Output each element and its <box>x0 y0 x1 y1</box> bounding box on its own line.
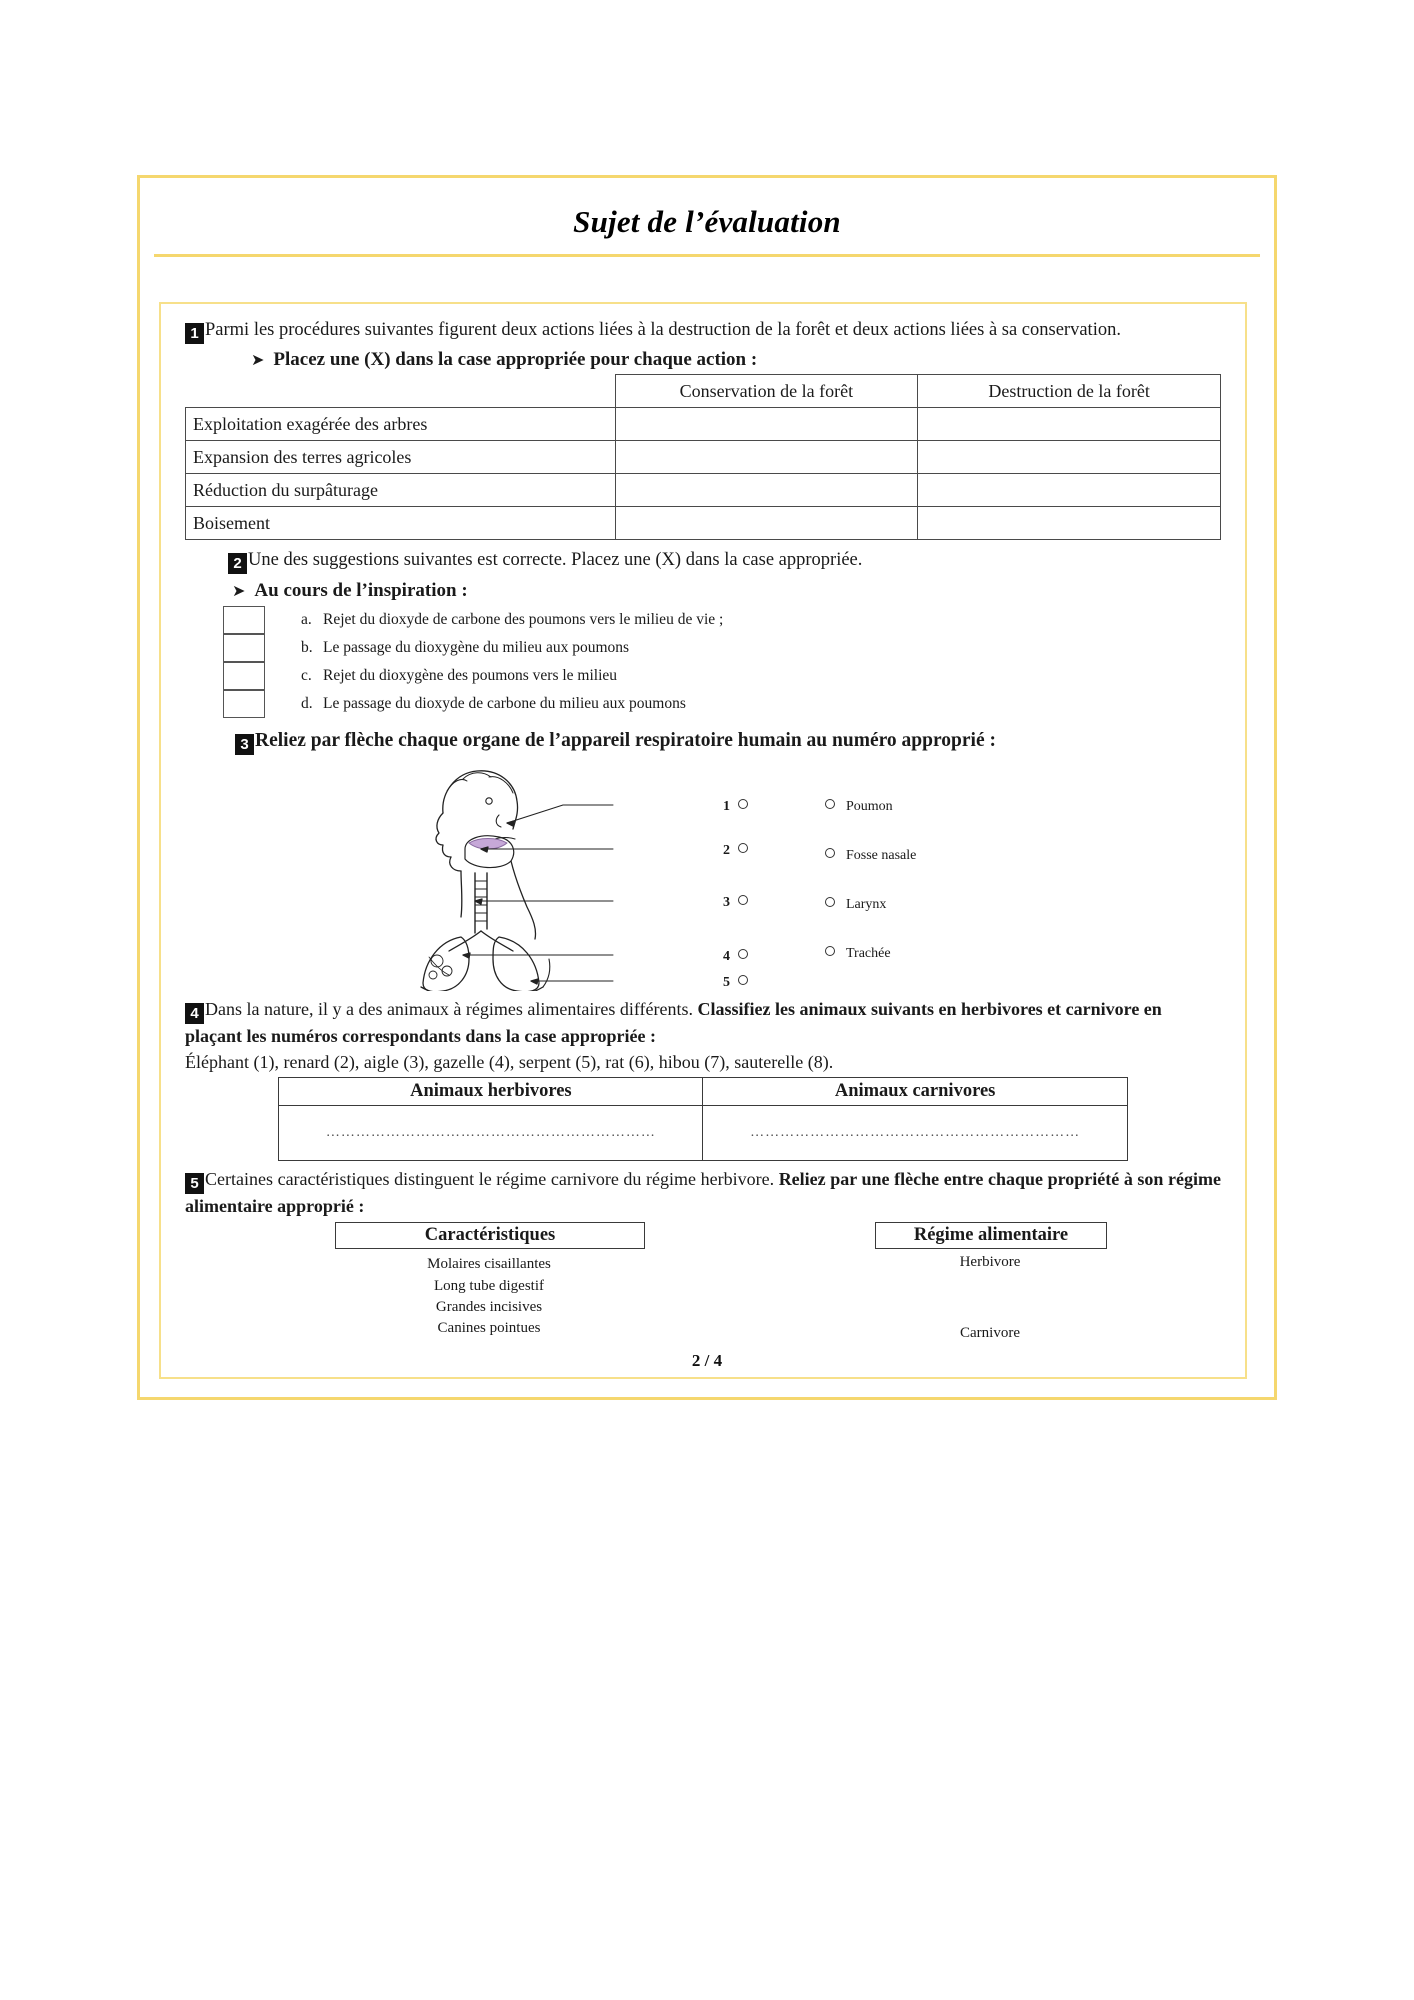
option-row-b <box>223 634 1221 662</box>
question-4-number: 4 <box>185 1003 204 1024</box>
characteristics-list <box>335 1254 643 1339</box>
question-1-instruction <box>251 349 1221 371</box>
question-1-instruction-text: Placez une (X) dans la case appropriée pour chaque action : <box>273 349 758 370</box>
answer-cell-carnivores[interactable]: ………………………………………………………… <box>703 1105 1127 1160</box>
question-3-statement <box>235 728 1221 755</box>
option-text-d: Le passage du dioxyde de carbone du milieu aux poumons <box>323 695 686 712</box>
question-1-text: Parmi les procédures suivantes figurent deux actions liées à la destruction de la forêt et deux actions liées à sa conservation. <box>205 320 1121 340</box>
option-label-b <box>301 639 629 657</box>
question-4-line1 <box>185 999 1162 1046</box>
connector-circle-icon[interactable] <box>825 897 835 907</box>
characteristic-item[interactable]: Grandes incisives <box>435 1299 543 1315</box>
regime-item-carnivore[interactable]: Carnivore <box>960 1325 1020 1342</box>
question-5-text-bold: Reliez par une flèche entre chaque propriété à son régime alimentaire approprié : <box>185 1168 1221 1216</box>
human-respiratory-system-illustration <box>403 761 723 991</box>
table-header-herbivores: Animaux herbivores <box>279 1077 703 1105</box>
diagram-number-3[interactable] <box>723 895 748 911</box>
organ-option-fosse-nasale-label: Fosse nasale <box>846 848 917 863</box>
forest-actions-table <box>185 374 1221 540</box>
organ-option-larynx[interactable] <box>825 897 886 913</box>
question-2-number: 2 <box>228 553 247 574</box>
question-4-statement <box>185 997 1221 1075</box>
diagram-number-4[interactable] <box>723 949 748 965</box>
option-text-c: Rejet du dioxygène des poumons vers le milieu <box>323 667 618 684</box>
table-row <box>186 507 1221 540</box>
table-row <box>186 441 1221 474</box>
connector-circle-icon[interactable] <box>825 799 835 809</box>
title-divider <box>154 254 1260 257</box>
organ-option-trachee-label: Trachée <box>846 946 891 961</box>
table-header-carnivores: Animaux carnivores <box>703 1077 1127 1105</box>
connector-circle-icon[interactable] <box>738 949 748 959</box>
table-header-conservation: Conservation de la forêt <box>615 375 918 408</box>
organ-option-poumon-label: Poumon <box>846 799 893 814</box>
exam-page <box>137 175 1277 1400</box>
question-2-text: Une des suggestions suivantes est correcte. Placez une (X) dans la case appropriée. <box>248 550 863 570</box>
question-3 <box>185 728 1221 993</box>
question-3-number: 3 <box>235 734 254 755</box>
connector-circle-icon[interactable] <box>738 895 748 905</box>
question-2-instruction <box>232 580 1221 602</box>
table-header-row <box>279 1077 1128 1105</box>
table-row <box>279 1105 1128 1160</box>
question-1-statement <box>185 318 1221 344</box>
question-4 <box>185 997 1221 1161</box>
answer-cell[interactable] <box>918 507 1221 540</box>
organ-option-trachee[interactable] <box>825 946 891 962</box>
question-5 <box>185 1167 1221 1340</box>
question-2-options <box>185 606 1221 718</box>
answer-cell[interactable] <box>615 408 918 441</box>
table-row <box>186 474 1221 507</box>
question-2-instruction-text: Au cours de l’inspiration : <box>254 580 468 601</box>
diagram-number-1-label: 1 <box>723 799 730 814</box>
question-5-number: 5 <box>185 1173 204 1194</box>
option-row-d <box>223 690 1221 718</box>
option-text-b: Le passage du dioxygène du milieu aux poumons <box>323 639 630 656</box>
characteristic-item[interactable]: Canines pointues <box>437 1320 541 1337</box>
content-area <box>161 304 1245 1340</box>
connector-circle-icon[interactable] <box>738 843 748 853</box>
option-letter-c: c. <box>301 667 312 684</box>
row-label-exploitation: Exploitation exagérée des arbres <box>186 408 616 441</box>
answer-cell[interactable] <box>918 441 1221 474</box>
table-header-destruction: Destruction de la forêt <box>918 375 1221 408</box>
question-5-text-plain: Certaines caractéristiques distinguent le régime carnivore du régime herbivore. <box>205 1168 779 1189</box>
option-letter-d: d. <box>301 695 313 712</box>
question-4-text-bold: Classifiez les animaux suivants en herbivores et carnivore en plaçant les numéros correspondants dans la case appropriée : <box>185 999 1162 1046</box>
organ-option-fosse-nasale[interactable] <box>825 848 916 864</box>
option-row-c <box>223 662 1221 690</box>
question-2 <box>185 548 1221 718</box>
answer-cell[interactable] <box>918 474 1221 507</box>
diagram-number-3-label: 3 <box>723 895 730 910</box>
bullet-arrow-icon: ➤ <box>251 350 265 369</box>
animal-classification-table <box>278 1077 1128 1161</box>
answer-cell-herbivores[interactable]: ………………………………………………………… <box>279 1105 703 1160</box>
characteristics-header: Caractéristiques <box>335 1222 645 1249</box>
characteristic-item[interactable]: Molaires cisaillantes <box>427 1256 551 1273</box>
diagram-number-5-label: 5 <box>723 975 730 990</box>
page-footer: 2 / 4 <box>691 1351 723 1370</box>
connector-circle-icon[interactable] <box>738 975 748 985</box>
question-1-number: 1 <box>185 323 204 344</box>
question-4-text-plain: Dans la nature, il y a des animaux à régimes alimentaires différents. <box>205 999 698 1019</box>
option-row-a <box>223 606 1221 634</box>
diagram-number-5[interactable] <box>723 975 748 991</box>
diagram-number-2[interactable] <box>723 843 748 859</box>
connector-circle-icon[interactable] <box>738 799 748 809</box>
option-checkbox-c[interactable] <box>223 662 265 690</box>
question-5-statement <box>185 1167 1221 1218</box>
bullet-arrow-icon: ➤ <box>232 581 246 600</box>
option-checkbox-b[interactable] <box>223 634 265 662</box>
answer-cell[interactable] <box>615 507 918 540</box>
diagram-number-1[interactable] <box>723 799 748 815</box>
option-label-c <box>301 667 617 685</box>
page-title: Sujet de l’évaluation <box>573 204 841 239</box>
organ-option-larynx-label: Larynx <box>846 897 887 912</box>
row-label-reduction: Réduction du surpâturage <box>186 474 616 507</box>
option-label-a <box>301 611 723 629</box>
table-row <box>186 408 1221 441</box>
connector-circle-icon[interactable] <box>825 848 835 858</box>
question-4-animals-list: Éléphant (1), renard (2), aigle (3), gazelle (4), serpent (5), rat (6), hibou (7), sauterelle (8). <box>185 1052 834 1073</box>
connector-circle-icon[interactable] <box>825 946 835 956</box>
respiratory-diagram <box>185 761 1221 993</box>
option-letter-b: b. <box>301 639 313 656</box>
regime-list <box>875 1254 1105 1342</box>
answer-cell[interactable] <box>918 408 1221 441</box>
regime-item-herbivore[interactable]: Herbivore <box>959 1254 1021 1271</box>
option-letter-a: a. <box>301 611 312 628</box>
page-header <box>140 178 1274 257</box>
question-3-text: Reliez par flèche chaque organe de l’appareil respiratoire humain au numéro approprié : <box>255 730 996 751</box>
characteristic-item[interactable]: Long tube digestif <box>434 1277 544 1294</box>
diagram-number-2-label: 2 <box>723 843 730 858</box>
option-checkbox-a[interactable] <box>223 606 265 634</box>
content-frame <box>159 302 1247 1379</box>
diagram-number-4-label: 4 <box>723 949 730 964</box>
table-header-empty <box>186 375 616 408</box>
row-label-boisement: Boisement <box>186 507 616 540</box>
question-1 <box>185 318 1221 540</box>
option-label-d <box>301 695 686 713</box>
table-header-row <box>186 375 1221 408</box>
organ-option-poumon[interactable] <box>825 799 893 815</box>
matching-exercise <box>185 1222 1221 1340</box>
answer-cell[interactable] <box>615 474 918 507</box>
option-checkbox-d[interactable] <box>223 690 265 718</box>
row-label-expansion: Expansion des terres agricoles <box>186 441 616 474</box>
answer-cell[interactable] <box>615 441 918 474</box>
regime-header: Régime alimentaire <box>875 1222 1107 1249</box>
option-text-a: Rejet du dioxyde de carbone des poumons vers le milieu de vie ; <box>323 611 724 628</box>
question-2-statement <box>228 548 1221 574</box>
